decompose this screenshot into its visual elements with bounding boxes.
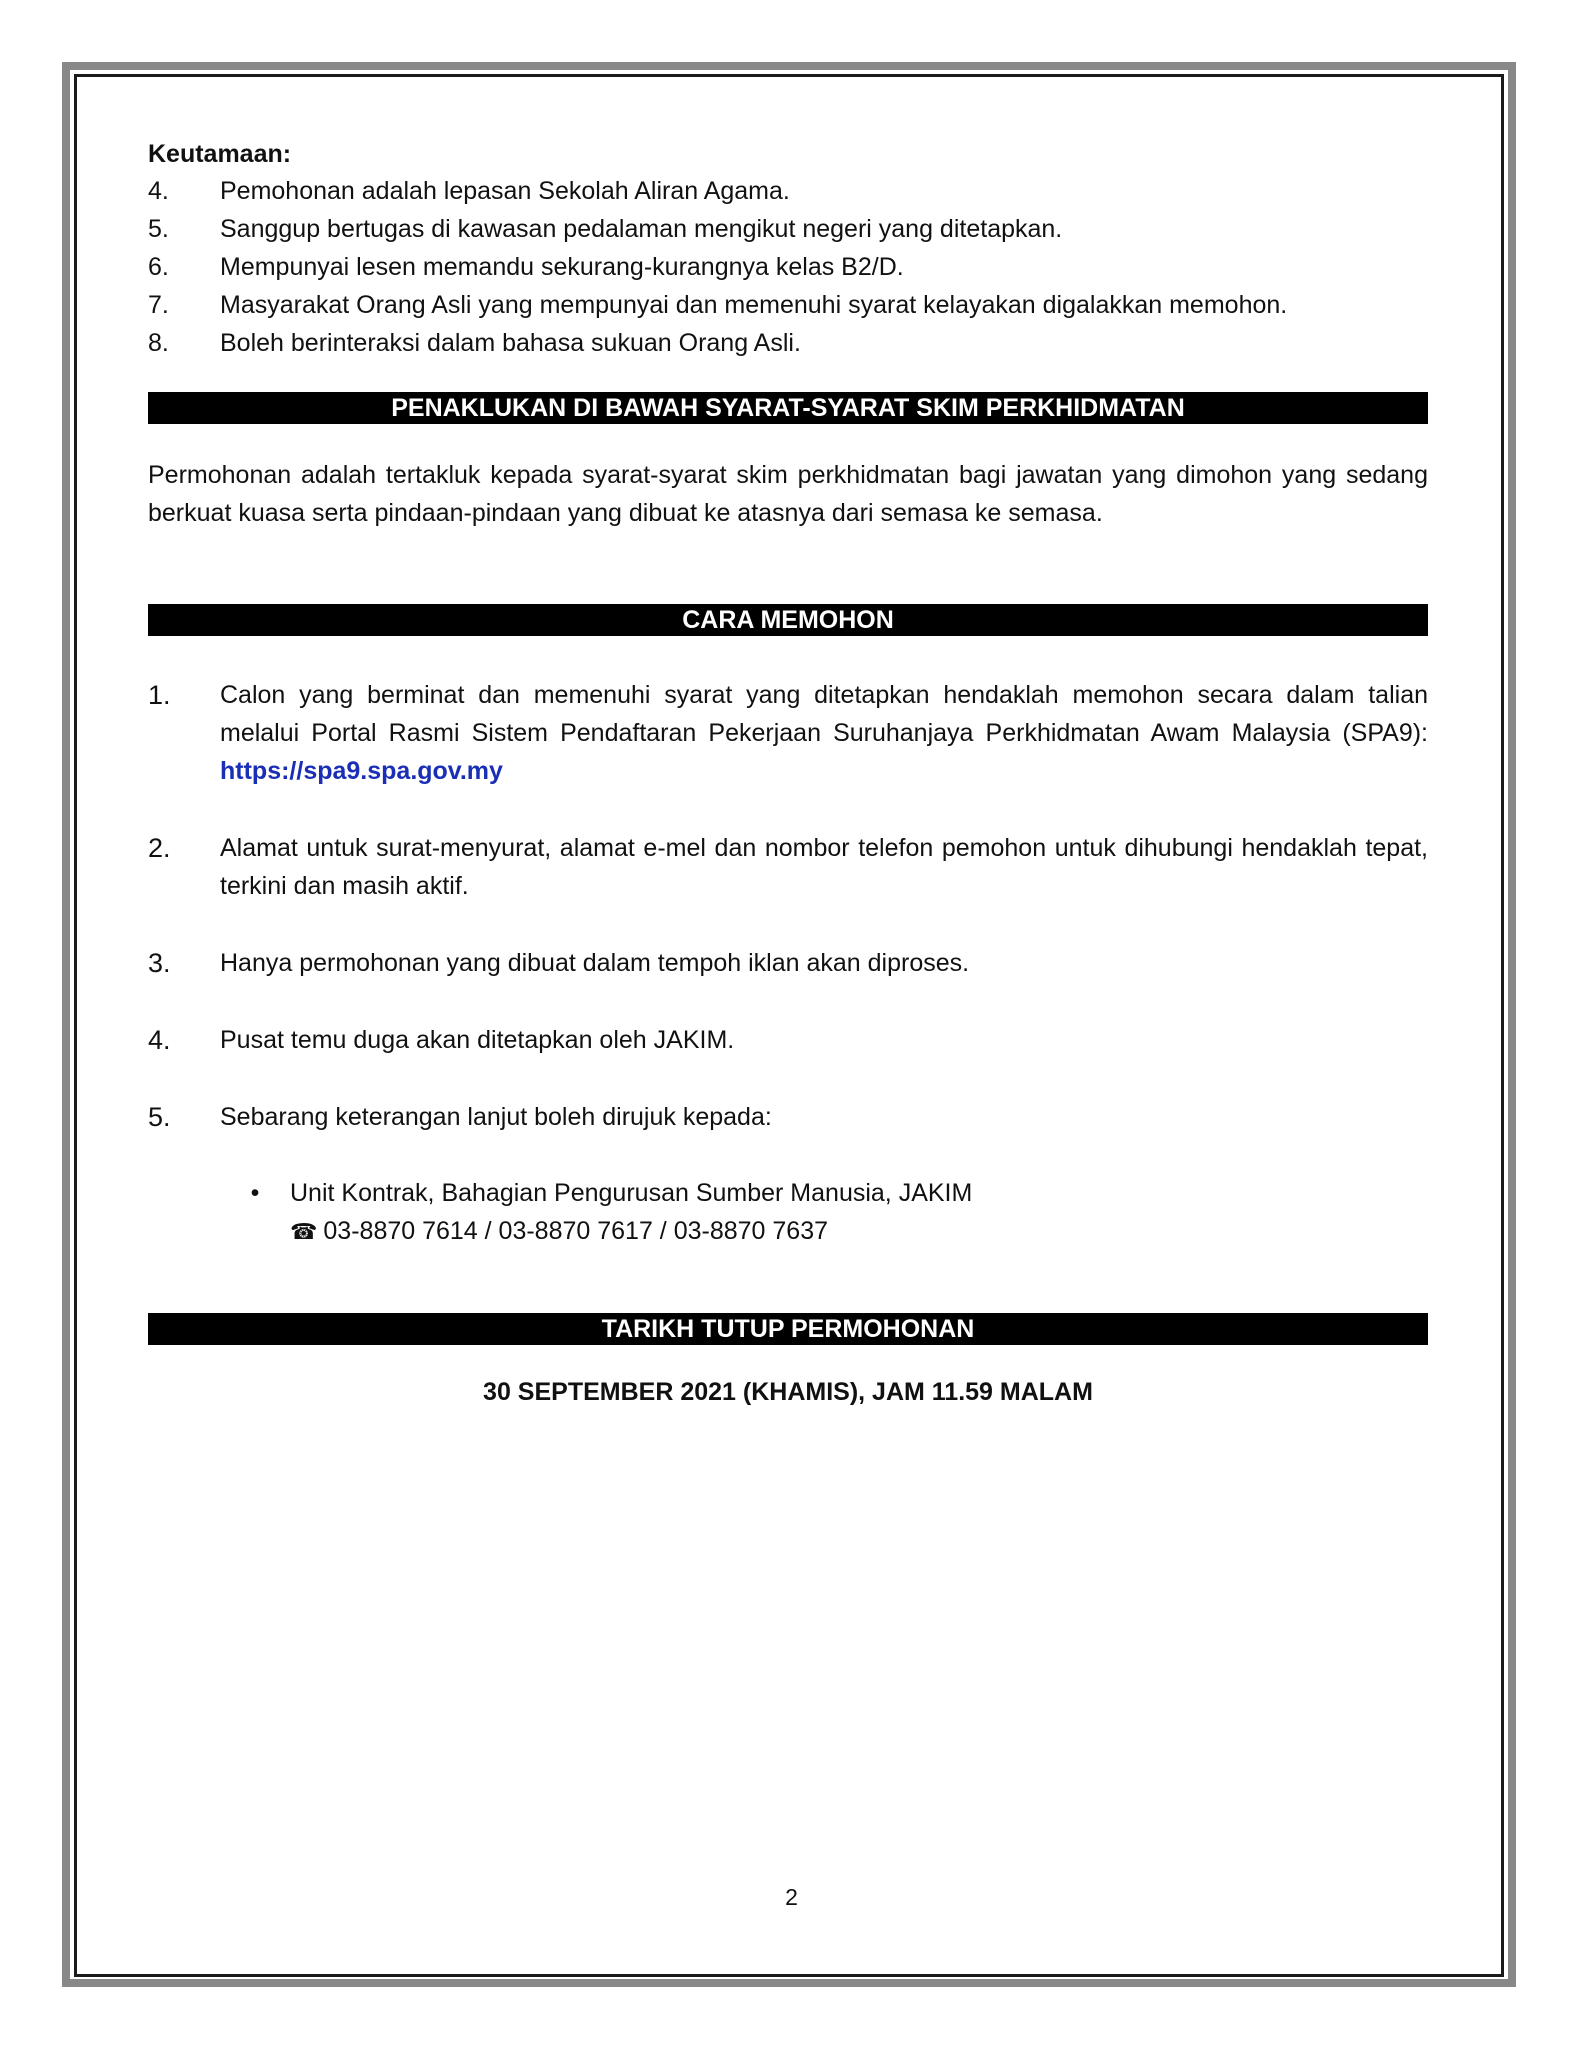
- step-number: 5.: [148, 1102, 171, 1132]
- list-item: [148, 172, 1428, 210]
- spa9-link[interactable]: https://spa9.spa.gov.my: [220, 757, 503, 785]
- list-item: [148, 829, 1428, 905]
- page-number: 2: [785, 1884, 798, 1910]
- list-item: [148, 676, 1428, 790]
- list-item: [148, 1021, 1428, 1059]
- contact-bullet-item: [220, 1174, 1428, 1251]
- item-number: 5.: [148, 215, 169, 243]
- step-text: Pusat temu duga akan ditetapkan oleh JAKIM.: [220, 1026, 735, 1054]
- step-number: 1.: [148, 680, 171, 710]
- contact-unit: Unit Kontrak, Bahagian Pengurusan Sumber Manusia, JAKIM: [290, 1179, 973, 1207]
- item-number: 8.: [148, 329, 169, 357]
- item-text: Masyarakat Orang Asli yang mempunyai dan memenuhi syarat kelayakan digalakkan memohon.: [220, 291, 1288, 319]
- step-number: 2.: [148, 833, 171, 863]
- closing-date: 30 SEPTEMBER 2021 (KHAMIS), JAM 11.59 MALAM: [483, 1378, 1093, 1406]
- terms-section-title: PENAKLUKAN DI BAWAH SYARAT-SYARAT SKIM PERKHIDMATAN: [148, 392, 1428, 424]
- list-item: [148, 210, 1428, 248]
- bullet-icon: •: [250, 1179, 260, 1207]
- list-item: [148, 1098, 1428, 1136]
- step-number: 3.: [148, 948, 171, 978]
- terms-paragraph: Permohonan adalah tertakluk kepada syarat-syarat skim perkhidmatan bagi jawatan yang dimohon yang sedang berkuat kuasa serta pindaan-pindaan yang dibuat ke atasnya dari semasa ke semasa.: [148, 461, 1428, 527]
- step-text: Alamat untuk surat-menyurat, alamat e-mel dan nombor telefon pemohon untuk dihubungi hendaklah tepat, terkini dan masih aktif.: [220, 834, 1428, 900]
- phone-icon: ☎: [290, 1219, 318, 1244]
- contact-details: [290, 1174, 1428, 1251]
- contact-phone-line: [290, 1212, 1428, 1251]
- document-content: [148, 136, 1428, 1411]
- item-text: Mempunyai lesen memandu sekurang-kurangnya kelas B2/D.: [220, 253, 904, 281]
- step-number: 4.: [148, 1025, 171, 1055]
- priority-list: [148, 172, 1428, 362]
- item-number: 4.: [148, 177, 169, 205]
- apply-steps: [148, 676, 1428, 1251]
- item-text: Pemohonan adalah lepasan Sekolah Aliran Agama.: [220, 177, 790, 205]
- priority-heading: Keutamaan:: [148, 140, 292, 168]
- item-number: 6.: [148, 253, 169, 281]
- item-text: Sanggup bertugas di kawasan pedalaman mengikut negeri yang ditetapkan.: [220, 215, 1063, 243]
- contact-phones: 03-8870 7614 / 03-8870 7617 / 03-8870 7637: [323, 1217, 829, 1245]
- closing-section-title: TARIKH TUTUP PERMOHONAN: [148, 1313, 1428, 1345]
- list-item: [148, 324, 1428, 362]
- step-text: Sebarang keterangan lanjut boleh dirujuk kepada:: [220, 1103, 772, 1131]
- item-text: Boleh berinteraksi dalam bahasa sukuan Orang Asli.: [220, 329, 801, 357]
- apply-section-title: CARA MEMOHON: [148, 604, 1428, 636]
- item-number: 7.: [148, 291, 169, 319]
- step-text-body: Calon yang berminat dan memenuhi syarat yang ditetapkan hendaklah memohon secara dalam talian melalui Portal Rasmi Sistem Pendaftaran Pekerjaan Suruhanjaya Perkhidmatan Awam Malaysia (SPA9):: [220, 681, 1428, 747]
- list-item: [148, 944, 1428, 982]
- list-item: [148, 248, 1428, 286]
- step-text: Hanya permohonan yang dibuat dalam tempoh iklan akan diproses.: [220, 949, 970, 977]
- list-item: [148, 286, 1428, 324]
- step-text: [220, 676, 1428, 790]
